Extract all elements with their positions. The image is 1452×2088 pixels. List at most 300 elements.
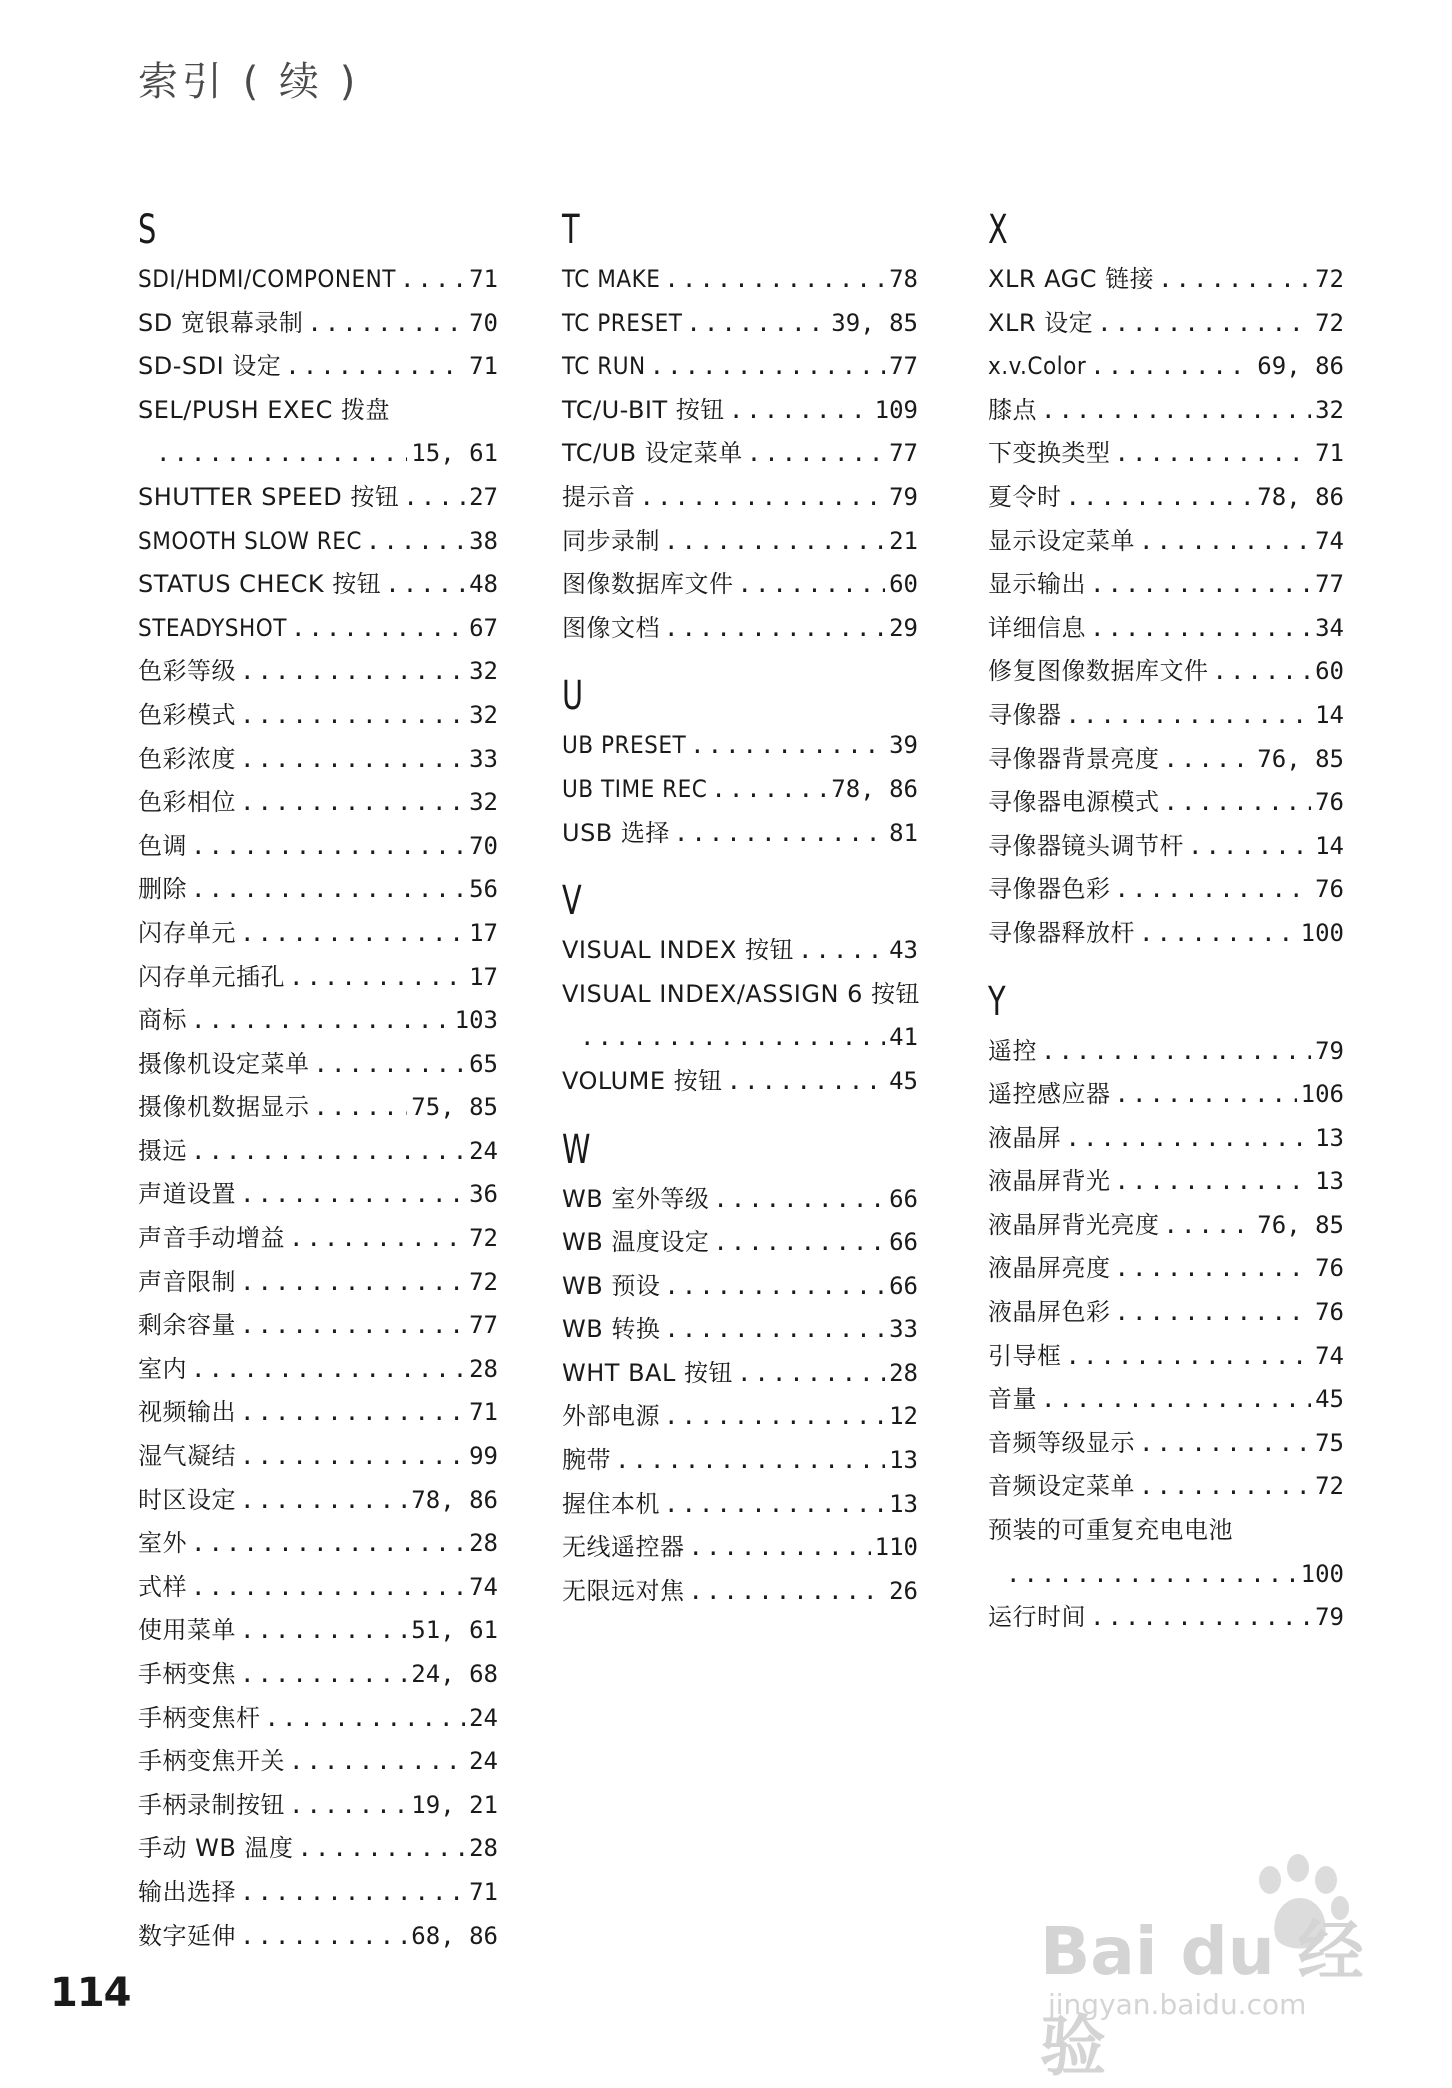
entry-page-ref: 33 (889, 1315, 918, 1344)
entry-term: 声道设置 (138, 1180, 236, 1209)
index-entry (562, 1265, 918, 1309)
entry-page-ref: 99 (469, 1442, 498, 1471)
dot-leader (285, 345, 465, 389)
watermark-url: jingyan.baidu.com (1048, 1988, 1307, 2021)
index-entry (138, 1435, 498, 1479)
entry-page-ref: 75, 85 (411, 1093, 498, 1122)
index-entry (562, 973, 918, 1060)
index-entry (562, 432, 918, 476)
entry-page-ref: 78, 86 (1257, 482, 1344, 511)
entry-page-ref: 12 (889, 1402, 918, 1431)
entry-term: 手动 WB 温度 (138, 1834, 294, 1863)
index-entry (138, 868, 498, 912)
index-entry (988, 650, 1344, 694)
dot-leader (1115, 868, 1312, 912)
entry-term: 音频等级显示 (988, 1428, 1135, 1457)
index-entry (988, 1030, 1344, 1074)
entry-term: 寻像器背景亮度 (988, 744, 1160, 773)
entry-page-ref: 41 (889, 1023, 918, 1052)
dot-leader (314, 1086, 408, 1130)
index-entry (562, 476, 918, 520)
entry-term: SHUTTER SPEED 按钮 (138, 482, 400, 511)
entry-term: SD-SDI 设定 (138, 352, 282, 381)
entry-page-ref: 32 (469, 700, 498, 729)
index-entry (562, 1395, 918, 1439)
index-column-3 (988, 206, 1344, 1640)
entry-term: XLR 设定 (988, 308, 1094, 337)
entry-page-ref: 28 (469, 1529, 498, 1558)
entry-page-ref: 103 (454, 1006, 498, 1035)
entry-page-ref: 71 (469, 352, 498, 381)
dot-leader (385, 563, 465, 607)
entry-term: TC/U-BIT 按钮 (562, 395, 725, 424)
entry-page-ref: 106 (1300, 1080, 1344, 1109)
entry-term: 剩余容量 (138, 1311, 236, 1340)
dot-leader (1066, 1117, 1312, 1161)
entry-term: 式样 (138, 1572, 187, 1601)
index-entry (988, 389, 1344, 433)
index-section (562, 206, 918, 650)
index-entry (562, 768, 918, 812)
entry-page-ref: 13 (1315, 1167, 1344, 1196)
index-entry (988, 1247, 1344, 1291)
dot-leader (690, 724, 885, 768)
index-entry (988, 825, 1344, 869)
dot-leader (240, 912, 465, 956)
entry-term: 液晶屏 (988, 1123, 1062, 1152)
dot-leader (713, 1178, 885, 1222)
dot-leader (1090, 607, 1311, 651)
entry-term: 音频设定菜单 (988, 1472, 1135, 1501)
index-entry (988, 1422, 1344, 1466)
entry-page-ref: 24 (469, 1703, 498, 1732)
dot-leader (664, 1265, 885, 1309)
entry-page-ref: 24, 68 (411, 1660, 498, 1688)
dot-leader (289, 1217, 465, 1261)
entry-term: 室外 (138, 1529, 187, 1558)
entry-term: 色调 (138, 831, 187, 860)
entry-page-ref: 26 (889, 1576, 918, 1605)
entry-page-ref: 32 (1315, 395, 1344, 424)
index-entry (988, 520, 1344, 564)
dot-leader (738, 563, 886, 607)
index-entry (138, 825, 498, 869)
page-title: 索引 ( 续 ) (138, 59, 360, 105)
dot-leader (240, 1261, 465, 1305)
index-entry (138, 1871, 498, 1915)
entry-term: SEL/PUSH EXEC 拨盘 (138, 395, 390, 424)
entry-page-ref: 13 (1315, 1123, 1344, 1152)
entry-term: 详细信息 (988, 613, 1086, 642)
dot-leader (580, 1016, 885, 1060)
entry-term: TC MAKE (562, 265, 661, 293)
entry-term: 提示音 (562, 482, 636, 511)
index-entry (562, 1570, 918, 1614)
entry-term: 室内 (138, 1354, 187, 1383)
entry-term: 液晶屏亮度 (988, 1254, 1111, 1283)
entry-page-ref: 72 (1315, 265, 1344, 293)
index-entry (562, 1060, 918, 1104)
entry-term: VOLUME 按钮 (562, 1066, 723, 1095)
index-entry (562, 724, 918, 768)
entry-term: 色彩等级 (138, 657, 236, 686)
entry-page-ref: 32 (469, 788, 498, 817)
entry-term: 时区设定 (138, 1485, 236, 1514)
dot-leader (747, 432, 885, 476)
entry-term: STEADYSHOT (138, 613, 287, 642)
entry-page-ref: 48 (469, 570, 498, 599)
dot-leader (1097, 302, 1311, 346)
entry-page-ref: 74 (1315, 526, 1344, 555)
entry-page-ref: 45 (1315, 1385, 1344, 1414)
index-entry (988, 345, 1344, 389)
dot-leader (240, 1173, 465, 1217)
entry-term: WB 转换 (562, 1315, 661, 1344)
index-entry (138, 476, 498, 520)
index-entry (988, 1596, 1344, 1640)
dot-leader (1066, 476, 1254, 520)
entry-term: SDI/HDMI/COMPONENT (138, 265, 396, 293)
index-entry (138, 781, 498, 825)
section-letter: V (562, 878, 582, 925)
dot-leader (1090, 345, 1253, 389)
dot-leader (240, 1609, 407, 1653)
entry-page-ref: 45 (889, 1066, 918, 1095)
index-entry (988, 1378, 1344, 1422)
entry-term: 色彩浓度 (138, 744, 236, 773)
index-entry (138, 1697, 498, 1741)
entry-page-ref: 110 (874, 1533, 918, 1562)
dot-leader (1041, 389, 1311, 433)
dot-leader (1006, 1553, 1297, 1597)
entry-page-ref: 76, 85 (1257, 1210, 1344, 1239)
section-letter: X (988, 207, 1008, 253)
index-entry (988, 1509, 1344, 1596)
index-entry (138, 1261, 498, 1305)
index-entry (988, 563, 1344, 607)
entry-page-ref: 81 (889, 818, 918, 847)
dot-leader (1164, 1204, 1254, 1248)
dot-leader (307, 302, 465, 346)
entry-term: 手柄录制按钮 (138, 1790, 285, 1819)
index-section (562, 877, 918, 1103)
entry-term: 寻像器镜头调节杆 (988, 831, 1184, 860)
entry-page-ref: 77 (469, 1311, 498, 1340)
entry-term: SMOOTH SLOW REC (138, 526, 362, 555)
index-entry (988, 694, 1344, 738)
entry-term: 手柄变焦 (138, 1660, 236, 1688)
entry-term: 修复图像数据库文件 (988, 657, 1209, 686)
entry-term: 删除 (138, 875, 187, 904)
index-entry (988, 1335, 1344, 1379)
entry-page-ref: 60 (889, 570, 918, 599)
section-letter: S (138, 207, 157, 253)
index-entry (138, 1304, 498, 1348)
index-entry (138, 1391, 498, 1435)
index-entry (138, 694, 498, 738)
dot-leader (191, 868, 465, 912)
index-section (138, 206, 498, 1958)
entry-term: 寻像器色彩 (988, 875, 1111, 904)
page-number: 114 (50, 1970, 131, 2016)
index-entry (138, 1827, 498, 1871)
dot-leader (191, 825, 465, 869)
index-entry (138, 1784, 498, 1828)
index-section (562, 672, 918, 855)
entry-page-ref: 70 (469, 831, 498, 860)
dot-leader (729, 389, 871, 433)
dot-leader (737, 1352, 885, 1396)
entry-page-ref: 29 (889, 613, 918, 642)
dot-leader (289, 956, 465, 1000)
index-entry (138, 1479, 498, 1523)
index-column-2 (562, 206, 918, 1613)
entry-term: 液晶屏色彩 (988, 1298, 1111, 1327)
index-entry (988, 1204, 1344, 1248)
dot-leader (686, 302, 827, 346)
entry-page-ref: 67 (469, 613, 498, 642)
dot-leader (664, 258, 885, 302)
index-entry (138, 1173, 498, 1217)
entry-page-ref: 72 (469, 1267, 498, 1296)
dot-leader (1158, 258, 1311, 302)
entry-term: 预装的可重复充电电池 (988, 1516, 1233, 1545)
entry-term: 输出选择 (138, 1877, 236, 1906)
index-entry (138, 912, 498, 956)
dot-leader (1115, 1160, 1312, 1204)
dot-leader (650, 345, 885, 389)
dot-leader (1115, 1247, 1312, 1291)
index-entry (988, 476, 1344, 520)
index-entry (138, 345, 498, 389)
index-entry (138, 1740, 498, 1784)
index-entry (138, 1653, 498, 1697)
dot-leader (240, 1304, 465, 1348)
index-entry (138, 302, 498, 346)
dot-leader (615, 1439, 885, 1483)
entry-page-ref: 36 (469, 1180, 498, 1209)
index-entry (138, 956, 498, 1000)
index-entry (988, 432, 1344, 476)
dot-leader (191, 1566, 465, 1610)
index-entry (138, 1609, 498, 1653)
dot-leader (711, 768, 827, 812)
index-entry (988, 1291, 1344, 1335)
entry-term: WB 预设 (562, 1271, 661, 1300)
entry-page-ref: 32 (469, 657, 498, 686)
entry-term: VISUAL INDEX 按钮 (562, 936, 794, 965)
entry-term: 摄远 (138, 1136, 187, 1165)
entry-term: 数字延伸 (138, 1921, 236, 1950)
index-entry (988, 781, 1344, 825)
index-entry (138, 999, 498, 1043)
entry-page-ref: 74 (469, 1572, 498, 1601)
index-entry (138, 1348, 498, 1392)
entry-page-ref: 79 (889, 482, 918, 511)
entry-term: 腕带 (562, 1446, 611, 1475)
dot-leader (289, 1740, 465, 1784)
section-letter: W (562, 1126, 591, 1173)
dot-leader (314, 1043, 466, 1087)
entry-page-ref: 78 (889, 265, 918, 293)
dot-leader (191, 1522, 465, 1566)
index-entry (138, 520, 498, 564)
dot-leader (1139, 520, 1311, 564)
entry-page-ref: 39 (889, 731, 918, 760)
index-entry (562, 1221, 918, 1265)
entry-page-ref: 27 (469, 482, 498, 511)
entry-page-ref: 15, 61 (411, 439, 498, 468)
entry-term: 显示设定菜单 (988, 526, 1135, 555)
index-entry (138, 1915, 498, 1959)
entry-term: 外部电源 (562, 1402, 660, 1431)
index-entry (988, 302, 1344, 346)
dot-leader (1041, 1030, 1311, 1074)
entry-term: 声音手动增益 (138, 1224, 285, 1253)
section-letter: T (562, 207, 580, 253)
entry-page-ref: 24 (469, 1747, 498, 1776)
entry-term: 寻像器电源模式 (988, 788, 1160, 817)
dot-leader (1090, 1596, 1311, 1640)
entry-page-ref: 77 (889, 439, 918, 468)
dot-leader (240, 1653, 407, 1697)
dot-leader (664, 1483, 885, 1527)
dot-leader (240, 694, 465, 738)
dot-leader (1115, 1073, 1297, 1117)
entry-term: 下变换类型 (988, 439, 1111, 468)
dot-leader (1139, 1465, 1311, 1509)
entry-term: 寻像器 (988, 700, 1062, 729)
index-entry (562, 607, 918, 651)
entry-page-ref: 72 (1315, 308, 1344, 337)
index-section (988, 978, 1344, 1640)
dot-leader (297, 1827, 465, 1871)
dot-leader (1066, 1335, 1312, 1379)
entry-term: 色彩模式 (138, 700, 236, 729)
dot-leader (191, 1348, 465, 1392)
entry-page-ref: 28 (469, 1354, 498, 1383)
index-entry (138, 389, 498, 476)
index-entry (562, 1352, 918, 1396)
entry-term: 色彩相位 (138, 788, 236, 817)
entry-term: 无线遥控器 (562, 1533, 685, 1562)
dot-leader (265, 1697, 466, 1741)
index-entry (988, 258, 1344, 302)
dot-leader (289, 1784, 407, 1828)
entry-term: WHT BAL 按钮 (562, 1358, 733, 1387)
entry-term: WB 室外等级 (562, 1184, 710, 1213)
entry-page-ref: 77 (1315, 570, 1344, 599)
entry-term: 液晶屏背光亮度 (988, 1210, 1160, 1239)
section-letter: Y (988, 978, 1006, 1025)
dot-leader (1139, 912, 1297, 956)
dot-leader (191, 1130, 465, 1174)
entry-page-ref: 79 (1315, 1603, 1344, 1632)
dot-leader (1213, 650, 1312, 694)
dot-leader (240, 1479, 407, 1523)
entry-page-ref: 43 (889, 936, 918, 965)
index-entry (988, 738, 1344, 782)
index-entry (562, 1178, 918, 1222)
entry-term: TC RUN (562, 352, 646, 381)
index-section (988, 206, 1344, 956)
dot-leader (640, 476, 886, 520)
index-entry (138, 650, 498, 694)
entry-term: 音量 (988, 1385, 1037, 1414)
dot-leader (400, 258, 465, 302)
entry-page-ref: 100 (1300, 1559, 1344, 1588)
entry-page-ref: 13 (889, 1446, 918, 1475)
entry-page-ref: 33 (469, 744, 498, 773)
entry-term: USB 选择 (562, 818, 670, 847)
entry-term: 图像文档 (562, 613, 660, 642)
entry-term: 湿气凝结 (138, 1442, 236, 1471)
dot-leader (240, 1435, 465, 1479)
entry-page-ref: 71 (469, 265, 498, 293)
index-entry (562, 1526, 918, 1570)
entry-page-ref: 78, 86 (831, 774, 918, 803)
entry-page-ref: 66 (889, 1228, 918, 1257)
entry-term: TC PRESET (562, 308, 683, 337)
dot-leader (403, 476, 465, 520)
index-entry (138, 1217, 498, 1261)
index-entry (562, 812, 918, 856)
index-entry (138, 258, 498, 302)
entry-term: XLR AGC 链接 (988, 265, 1155, 293)
entry-term: WB 温度设定 (562, 1228, 710, 1257)
index-entry (138, 1130, 498, 1174)
dot-leader (1139, 1422, 1311, 1466)
index-entry (988, 1465, 1344, 1509)
entry-page-ref: 66 (889, 1184, 918, 1213)
index-entry (138, 1522, 498, 1566)
entry-page-ref: 77 (889, 352, 918, 381)
dot-leader (727, 1060, 885, 1104)
index-entry (562, 1308, 918, 1352)
dot-leader (240, 1871, 465, 1915)
entry-page-ref: 28 (469, 1834, 498, 1863)
entry-term: x.v.Color (988, 352, 1087, 381)
dot-leader (291, 607, 465, 651)
entry-page-ref: 19, 21 (411, 1790, 498, 1819)
dot-leader (1164, 738, 1254, 782)
entry-page-ref: 76 (1315, 1298, 1344, 1327)
dot-leader (191, 999, 451, 1043)
entry-term: 液晶屏背光 (988, 1167, 1111, 1196)
dot-leader (689, 1526, 871, 1570)
entry-page-ref: 21 (889, 526, 918, 555)
index-entry (988, 1117, 1344, 1161)
dot-leader (664, 1308, 885, 1352)
index-column-1 (138, 206, 498, 1958)
entry-term: 遥控感应器 (988, 1080, 1111, 1109)
entry-page-ref: 39, 85 (831, 308, 918, 337)
entry-page-ref: 51, 61 (411, 1616, 498, 1645)
entry-term: 寻像器释放杆 (988, 918, 1135, 947)
dot-leader (240, 650, 465, 694)
entry-page-ref: 17 (469, 962, 498, 991)
entry-page-ref: 71 (469, 1398, 498, 1427)
entry-page-ref: 34 (1315, 613, 1344, 642)
entry-term: 显示输出 (988, 570, 1086, 599)
dot-leader (366, 520, 465, 564)
dot-leader (240, 1391, 465, 1435)
entry-term: 视频输出 (138, 1398, 236, 1427)
dot-leader (664, 1395, 885, 1439)
dot-leader (713, 1221, 885, 1265)
index-entry (562, 563, 918, 607)
index-entry (138, 1086, 498, 1130)
